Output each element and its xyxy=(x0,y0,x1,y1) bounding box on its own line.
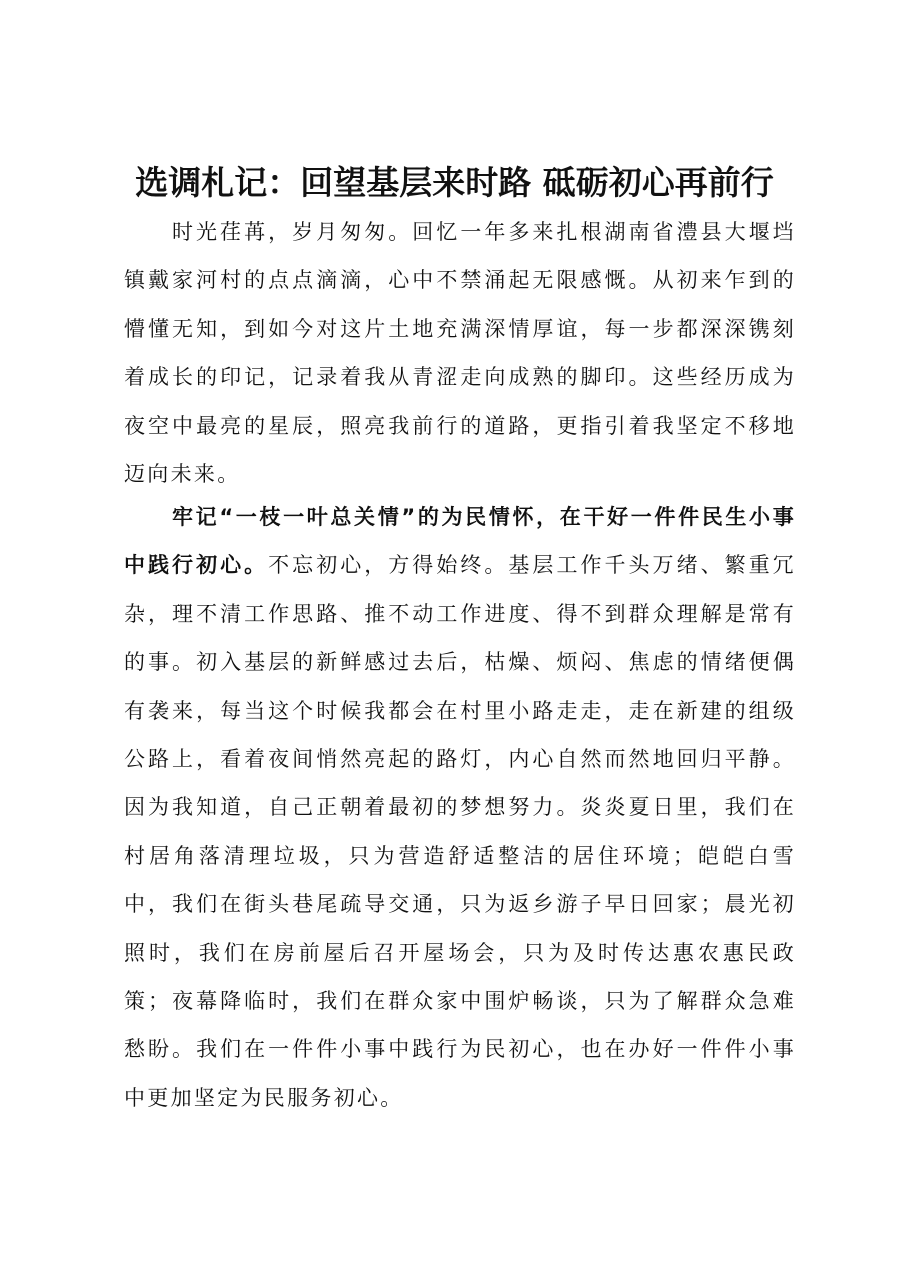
paragraph-2-text: 不忘初心，方得始终。基层工作千头万绪、繁重冗杂，理不清工作思路、推不动工作进度、得不到群众理解是常有的事。初入基层的新鲜感过去后，枯燥、烦闷、焦虑的情绪便偶有袭来，每当这个时候我都会在村里小路走走，走在新建的组级公路上，看着夜间悄然亮起的路灯，内心自然而然地回归平静。因为我知道，自己正朝着最初的梦想努力。炎炎夏日里，我们在村居角落清理垃圾，只为营造舒适整洁的居住环境；皑皑白雪中，我们在街头巷尾疏导交通，只为返乡游子早日回家；晨光初照时，我们在房前屋后召开屋场会，只为及时传达惠农惠民政策；夜幕降临时，我们在群众家中围炉畅谈，只为了解群众急难愁盼。我们在一件件小事中践行为民初心，也在办好一件件小事中更加坚定为民服务初心。 xyxy=(124,553,796,1110)
paragraph-1-text: 时光荏苒，岁月匆匆。回忆一年多来扎根湖南省澧县大堰垱镇戴家河村的点点滴滴，心中不禁涌起无限感慨。从初来乍到的懵懂无知，到如今对这片土地充满深情厚谊，每一步都深深镌刻着成长的印记，记录着我从青涩走向成熟的脚印。这些经历成为夜空中最亮的星辰，照亮我前行的道路，更指引着我坚定不移地迈向未来。 xyxy=(124,220,796,487)
paragraph-2-lead: 牢记“一枝一叶总关情”的为民情怀，在干好一件件民生小事中践行初心。 xyxy=(124,505,796,578)
paragraph-1 xyxy=(124,208,796,498)
document-title: 选调札记：回望基层来时路 砥砺初心再前行 xyxy=(135,163,774,202)
paragraph-2 xyxy=(124,493,796,1122)
